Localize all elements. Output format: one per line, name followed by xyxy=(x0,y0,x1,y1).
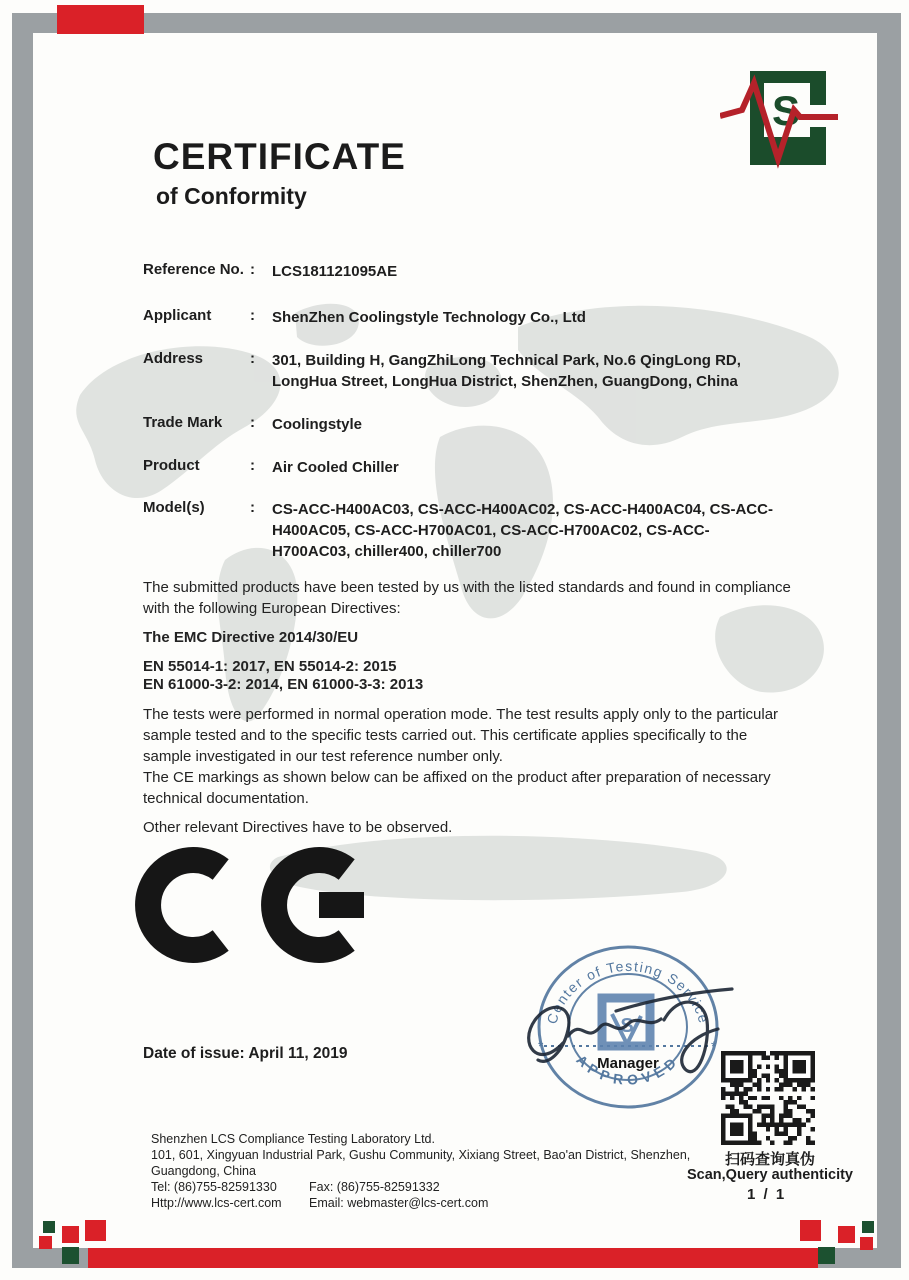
field-colon: : xyxy=(250,457,255,474)
ce-paragraph: The CE markings as shown below can be affixed on the product after preparation of necessary technical documentation. xyxy=(143,769,771,807)
corner-decoration-green xyxy=(43,1221,55,1233)
corner-decoration-green xyxy=(62,1247,79,1264)
field-colon: : xyxy=(250,261,255,278)
frame-left xyxy=(12,13,33,1268)
qr-caption-en: Scan,Query authenticity xyxy=(687,1167,853,1183)
field-row-applicant xyxy=(143,307,783,328)
field-label: Product xyxy=(143,457,200,474)
page-number: 1 / 1 xyxy=(747,1186,787,1203)
footer-web: Http://www.lcs-cert.com xyxy=(151,1196,282,1210)
corner-decoration-red xyxy=(838,1226,855,1243)
frame-top xyxy=(12,13,901,33)
corner-decoration-red xyxy=(85,1220,106,1241)
manager-label: Manager xyxy=(597,1055,659,1072)
field-value: CS-ACC-H400AC03, CS-ACC-H400AC02, CS-ACC-H400AC04, CS-ACC-H400AC05, CS-ACC-H700AC01, CS-ACC-H700AC02, CS-ACC-H700AC03, chiller400, chiller700 xyxy=(272,501,773,560)
corner-decoration-red xyxy=(800,1220,821,1241)
footer xyxy=(151,1131,711,1211)
field-value: ShenZhen Coolingstyle Technology Co., Ltd xyxy=(272,309,586,326)
stamp-logo-letter: S xyxy=(620,1015,634,1037)
field-label: Trade Mark xyxy=(143,414,223,431)
field-row-address xyxy=(143,350,783,392)
certificate-title: CERTIFICATE xyxy=(153,136,406,177)
lcs-logo xyxy=(720,63,838,175)
qr-code xyxy=(721,1051,815,1145)
footer-company: Shenzhen LCS Compliance Testing Laboratory Ltd. xyxy=(151,1132,435,1146)
field-value: Air Cooled Chiller xyxy=(272,459,399,476)
corner-decoration-red xyxy=(860,1237,873,1250)
footer-address: 101, 601, Xingyuan Industrial Park, Gushu Community, Xixiang Street, Bao'an District, Shenzhen, Guangdong, China xyxy=(151,1148,691,1178)
field-label: Model(s) xyxy=(143,499,205,516)
other-directives-paragraph: Other relevant Directives have to be observed. xyxy=(143,819,453,836)
field-row-product xyxy=(143,457,783,478)
qr-caption-zh: 扫码查询真伪 xyxy=(724,1151,815,1168)
corner-decoration-red xyxy=(39,1236,52,1249)
certificate-subtitle: of Conformity xyxy=(156,183,307,209)
date-of-issue: Date of issue: April 11, 2019 xyxy=(143,1045,348,1062)
field-colon: : xyxy=(250,307,255,324)
standards-line-2: EN 61000-3-2: 2014, EN 61000-3-3: 2013 xyxy=(143,676,424,693)
top-red-accent xyxy=(57,5,144,34)
corner-decoration-green xyxy=(818,1247,835,1264)
lcs-logo-letter: S xyxy=(771,87,801,134)
footer-tel: Tel: (86)755-82591330 xyxy=(151,1180,277,1194)
stamp-arc-bottom-text: APPROVED xyxy=(573,1051,683,1088)
bottom-red-bar xyxy=(88,1248,818,1268)
field-value: Coolingstyle xyxy=(272,416,363,433)
ce-mark xyxy=(131,843,393,967)
frame-right xyxy=(877,13,901,1268)
standards-line-1: EN 55014-1: 2017, EN 55014-2: 2015 xyxy=(143,658,397,675)
footer-fax: Fax: (86)755-82591332 xyxy=(309,1180,440,1194)
field-colon: : xyxy=(250,350,255,367)
field-label: Reference No. xyxy=(143,261,244,278)
signature xyxy=(468,948,748,1103)
field-colon: : xyxy=(250,499,255,516)
field-label: Address xyxy=(143,350,204,367)
compliance-intro: The submitted products have been tested by us with the listed standards and found in compliance with the following European Directives: xyxy=(143,579,791,617)
directive-heading: The EMC Directive 2014/30/EU xyxy=(143,629,359,646)
corner-decoration-red xyxy=(62,1226,79,1243)
field-value: 301, Building H, GangZhiLong Technical Park, No.6 QingLong RD, LongHua Street, LongHua District, ShenZhen, GuangDong, China xyxy=(272,352,741,390)
footer-email: Email: webmaster@lcs-cert.com xyxy=(309,1196,489,1210)
stamp-asterisk-right: * xyxy=(711,1038,717,1054)
field-value: LCS181121095AE xyxy=(272,263,398,280)
field-row-models xyxy=(143,499,783,562)
stamp-arc-top-text: Center of Testing Service xyxy=(543,957,713,1026)
field-label: Applicant xyxy=(143,307,212,324)
field-colon: : xyxy=(250,414,255,431)
corner-decoration-green xyxy=(862,1221,874,1233)
tests-paragraph: The tests were performed in normal operation mode. The test results apply only to the particular sample tested and to the specific tests carried out. This certificate applies specifically to the sample investigated in our test reference number only. xyxy=(143,706,779,765)
stamp-asterisk-left: * xyxy=(538,1038,544,1054)
field-row-trademark xyxy=(143,414,783,435)
field-row-reference xyxy=(143,261,783,282)
